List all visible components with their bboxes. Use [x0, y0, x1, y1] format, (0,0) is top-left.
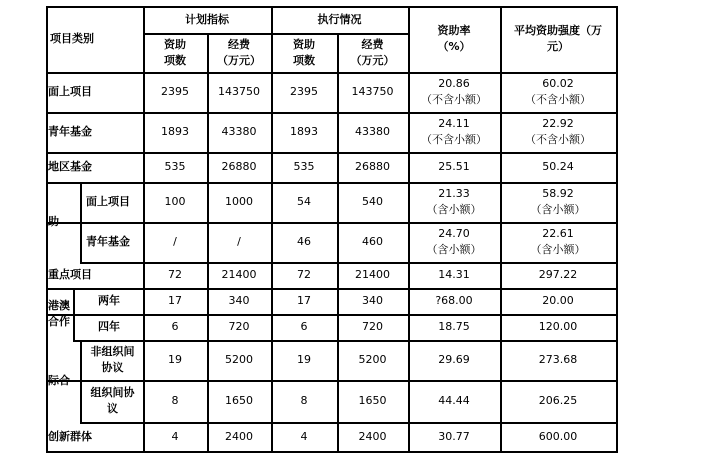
header-funds: 经费 — [361, 38, 384, 51]
category-label: 面上项目 — [48, 85, 92, 98]
row-line — [46, 314, 618, 316]
plan-funds-cell: 21400 — [221, 268, 257, 281]
avg-intensity-cell: 60.02 — [542, 77, 574, 90]
rate-cell: ?68.00 — [435, 294, 473, 307]
category-label: 青年基金 — [86, 235, 130, 248]
row-line — [46, 112, 618, 114]
col-line — [616, 152, 618, 182]
rate-cell: （含小额） — [426, 243, 482, 256]
avg-intensity-cell: 50.24 — [542, 160, 574, 173]
exec-count-cell: 535 — [293, 160, 315, 173]
plan-funds-cell: 720 — [228, 320, 250, 333]
col-line — [616, 182, 618, 222]
rate-cell: 14.31 — [438, 268, 470, 281]
col-line — [616, 422, 618, 451]
plan-funds-cell: 1000 — [225, 195, 253, 208]
header-funds: （万元） — [350, 54, 395, 67]
exec-funds-cell: 21400 — [355, 268, 390, 281]
plan-count-cell: 19 — [168, 353, 182, 366]
row-line — [46, 182, 618, 184]
rate-cell: 24.11 — [438, 117, 470, 130]
header-divider — [143, 33, 408, 35]
exec-funds-cell: 2400 — [358, 430, 387, 443]
rate-cell: （含小额） — [426, 203, 482, 216]
rate-cell: 20.86 — [438, 77, 470, 90]
avg-intensity-cell: 297.22 — [538, 268, 578, 281]
plan-count-cell: 17 — [168, 294, 182, 307]
header-col-line — [616, 6, 618, 72]
row-line — [46, 451, 618, 453]
avg-intensity-cell: 206.25 — [538, 394, 578, 407]
avg-intensity-cell: 22.92 — [542, 117, 574, 130]
avg-intensity-cell: 58.92 — [542, 187, 574, 200]
header-execution: 执行情况 — [317, 13, 362, 26]
plan-count-cell: 2395 — [161, 85, 189, 98]
plan-count-cell: 4 — [171, 430, 179, 443]
row-line — [46, 380, 618, 382]
row-line — [80, 262, 618, 264]
exec-count-cell: 6 — [300, 320, 308, 333]
rate-cell: 29.69 — [438, 353, 470, 366]
category-label: 四年 — [98, 320, 120, 333]
rate-cell: 44.44 — [438, 394, 470, 407]
col-line — [616, 222, 618, 262]
category-label: 地区基金 — [48, 160, 92, 173]
col-line — [616, 380, 618, 422]
category-label: 协议 — [101, 361, 124, 374]
header-grant-count: 项数 — [164, 54, 186, 67]
table-top-border — [46, 6, 618, 8]
header-bottom-border — [46, 72, 618, 74]
category-label: 两年 — [98, 294, 120, 307]
group-label: 际合 — [48, 374, 70, 387]
plan-count-cell: 8 — [171, 394, 179, 407]
plan-count-cell: 1893 — [161, 125, 189, 138]
header-funds: 经费 — [228, 38, 250, 51]
header-rate: 资助率 — [437, 24, 471, 37]
plan-funds-cell: 43380 — [221, 125, 257, 138]
rate-cell: 21.33 — [438, 187, 470, 200]
category-label: 组织间协 — [90, 386, 135, 399]
plan-funds-cell: 1650 — [225, 394, 253, 407]
header-col-line — [500, 6, 502, 72]
avg-intensity-cell: 20.00 — [542, 294, 574, 307]
group-label: 合作 — [48, 315, 70, 328]
plan-count-cell: / — [173, 235, 177, 248]
avg-intensity-cell: （不含小额） — [525, 93, 591, 106]
avg-intensity-cell: （不含小额） — [525, 133, 591, 146]
exec-count-cell: 17 — [297, 294, 311, 307]
plan-count-cell: 535 — [164, 160, 186, 173]
exec-funds-cell: 5200 — [358, 353, 387, 366]
row-line — [46, 152, 618, 154]
header-grant-count: 资助 — [164, 38, 186, 51]
exec-funds-cell: 143750 — [351, 85, 394, 98]
group-col-line — [80, 340, 82, 380]
col-line — [616, 72, 618, 112]
rate-cell: 30.77 — [438, 430, 470, 443]
col-line — [616, 314, 618, 340]
header-plan: 计划指标 — [185, 13, 229, 26]
plan-funds-cell: 26880 — [221, 160, 257, 173]
row-line — [46, 288, 618, 290]
exec-funds-cell: 26880 — [355, 160, 390, 173]
col-line — [616, 262, 618, 288]
group-col-line — [73, 288, 75, 314]
category-label: 面上项目 — [86, 195, 130, 208]
rate-cell: （不含小额） — [421, 133, 487, 146]
exec-count-cell: 54 — [297, 195, 311, 208]
avg-intensity-cell: 22.61 — [542, 227, 574, 240]
category-label: 重点项目 — [48, 268, 92, 281]
header-avg-intensity: 元） — [547, 40, 569, 53]
group-col-line — [80, 182, 82, 222]
rate-cell: 18.75 — [438, 320, 470, 333]
col-line — [616, 340, 618, 380]
category-label: 非组织间 — [90, 345, 135, 358]
plan-funds-cell: 340 — [228, 294, 250, 307]
category-label: 青年基金 — [48, 125, 92, 138]
exec-funds-cell: 340 — [362, 294, 383, 307]
exec-funds-cell: 1650 — [358, 394, 387, 407]
category-label: 议 — [107, 402, 118, 415]
header-funds: （万元） — [217, 54, 261, 67]
plan-count-cell: 100 — [164, 195, 186, 208]
exec-count-cell: 19 — [297, 353, 311, 366]
avg-intensity-cell: （含小额） — [530, 243, 586, 256]
exec-funds-cell: 43380 — [355, 125, 390, 138]
group-label: 助 — [48, 215, 59, 228]
group-col-line — [80, 222, 82, 262]
plan-count-cell: 6 — [171, 320, 179, 333]
exec-count-cell: 4 — [300, 430, 308, 443]
group-col-line — [73, 314, 75, 340]
exec-funds-cell: 540 — [362, 195, 383, 208]
plan-funds-cell: 5200 — [225, 353, 253, 366]
exec-count-cell: 8 — [300, 394, 308, 407]
row-line — [80, 422, 618, 424]
header-category: 项目类别 — [50, 32, 94, 45]
header-grant-count: 资助 — [293, 38, 315, 51]
plan-funds-cell: 2400 — [225, 430, 253, 443]
group-col-line — [80, 380, 82, 422]
exec-count-cell: 1893 — [290, 125, 318, 138]
category-label: 创新群体 — [48, 430, 92, 443]
col-line — [616, 288, 618, 314]
exec-funds-cell: 460 — [362, 235, 383, 248]
header-col-line — [46, 6, 48, 72]
exec-count-cell: 2395 — [290, 85, 318, 98]
avg-intensity-cell: 120.00 — [538, 320, 578, 333]
header-avg-intensity: 平均资助强度（万 — [514, 24, 602, 37]
header-col-line — [408, 6, 410, 72]
plan-funds-cell: 143750 — [218, 85, 260, 98]
header-rate: （%） — [437, 40, 471, 53]
rate-cell: 24.70 — [438, 227, 470, 240]
plan-funds-cell: / — [237, 235, 241, 248]
col-line — [616, 112, 618, 152]
avg-intensity-cell: 600.00 — [538, 430, 578, 443]
avg-intensity-cell: （含小额） — [530, 203, 586, 216]
row-line — [73, 340, 618, 342]
rate-cell: 25.51 — [438, 160, 470, 173]
row-line — [46, 222, 618, 224]
exec-count-cell: 72 — [297, 268, 311, 281]
header-grant-count: 项数 — [293, 54, 315, 67]
exec-count-cell: 46 — [297, 235, 311, 248]
rate-cell: （不含小额） — [421, 93, 487, 106]
plan-count-cell: 72 — [168, 268, 182, 281]
group-label: 港澳 — [48, 299, 70, 312]
avg-intensity-cell: 273.68 — [538, 353, 578, 366]
exec-funds-cell: 720 — [362, 320, 383, 333]
